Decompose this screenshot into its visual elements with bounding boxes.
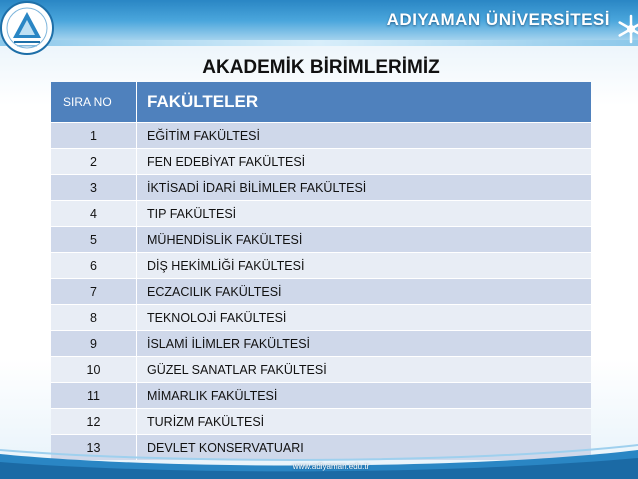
table-row xyxy=(51,200,591,226)
row-faculty: GÜZEL SANATLAR FAKÜLTESİ xyxy=(136,357,591,382)
row-number: 13 xyxy=(86,440,101,455)
row-number: 9 xyxy=(90,336,97,351)
row-faculty: TURİZM FAKÜLTESİ xyxy=(136,409,591,434)
row-faculty: MİMARLIK FAKÜLTESİ xyxy=(136,383,591,408)
row-faculty: İSLAMİ İLİMLER FAKÜLTESİ xyxy=(136,331,591,356)
faculties-table xyxy=(51,82,591,460)
table-row xyxy=(51,278,591,304)
row-number: 5 xyxy=(90,232,97,247)
row-faculty: ECZACILIK FAKÜLTESİ xyxy=(136,279,591,304)
column-header-no: SIRA NO xyxy=(63,95,112,109)
table-row xyxy=(51,382,591,408)
row-faculty: MÜHENDİSLİK FAKÜLTESİ xyxy=(136,227,591,252)
table-row xyxy=(51,174,591,200)
university-logo-icon xyxy=(0,0,62,62)
footer-swoosh xyxy=(0,440,638,479)
row-number: 4 xyxy=(90,206,97,221)
row-faculty: DEVLET KONSERVATUARI xyxy=(136,435,591,460)
row-faculty: TEKNOLOJİ FAKÜLTESİ xyxy=(136,305,591,330)
header-stripe xyxy=(0,40,638,46)
row-number: 7 xyxy=(90,284,97,299)
table-row xyxy=(51,122,591,148)
footer-url[interactable]: www.adiyaman.edu.tr xyxy=(292,462,370,471)
row-number: 10 xyxy=(86,362,101,377)
row-number: 3 xyxy=(90,180,97,195)
table-header xyxy=(51,82,591,122)
row-number: 8 xyxy=(90,310,97,325)
row-number: 6 xyxy=(90,258,97,273)
row-faculty: DİŞ HEKİMLİĞİ FAKÜLTESİ xyxy=(136,253,591,278)
table-row xyxy=(51,148,591,174)
row-number: 11 xyxy=(87,388,100,403)
university-name: ADIYAMAN ÜNİVERSİTESİ xyxy=(386,10,610,29)
table-row xyxy=(51,226,591,252)
row-number: 1 xyxy=(90,128,97,143)
table-row xyxy=(51,330,591,356)
row-faculty: TIP FAKÜLTESİ xyxy=(136,201,591,226)
row-faculty: EĞİTİM FAKÜLTESİ xyxy=(136,123,591,148)
row-number: 2 xyxy=(90,154,97,169)
table-row xyxy=(51,356,591,382)
table-row xyxy=(51,252,591,278)
column-header-faculty: FAKÜLTELER xyxy=(136,82,591,122)
table-row xyxy=(51,408,591,434)
row-number: 12 xyxy=(86,414,101,429)
snowflake-icon xyxy=(616,14,638,44)
slide-title: AKADEMİK BİRİMLERİMİZ xyxy=(202,57,440,78)
table-row xyxy=(51,304,591,330)
row-faculty: FEN EDEBİYAT FAKÜLTESİ xyxy=(136,149,591,174)
row-faculty: İKTİSADİ İDARİ BİLİMLER FAKÜLTESİ xyxy=(136,175,591,200)
